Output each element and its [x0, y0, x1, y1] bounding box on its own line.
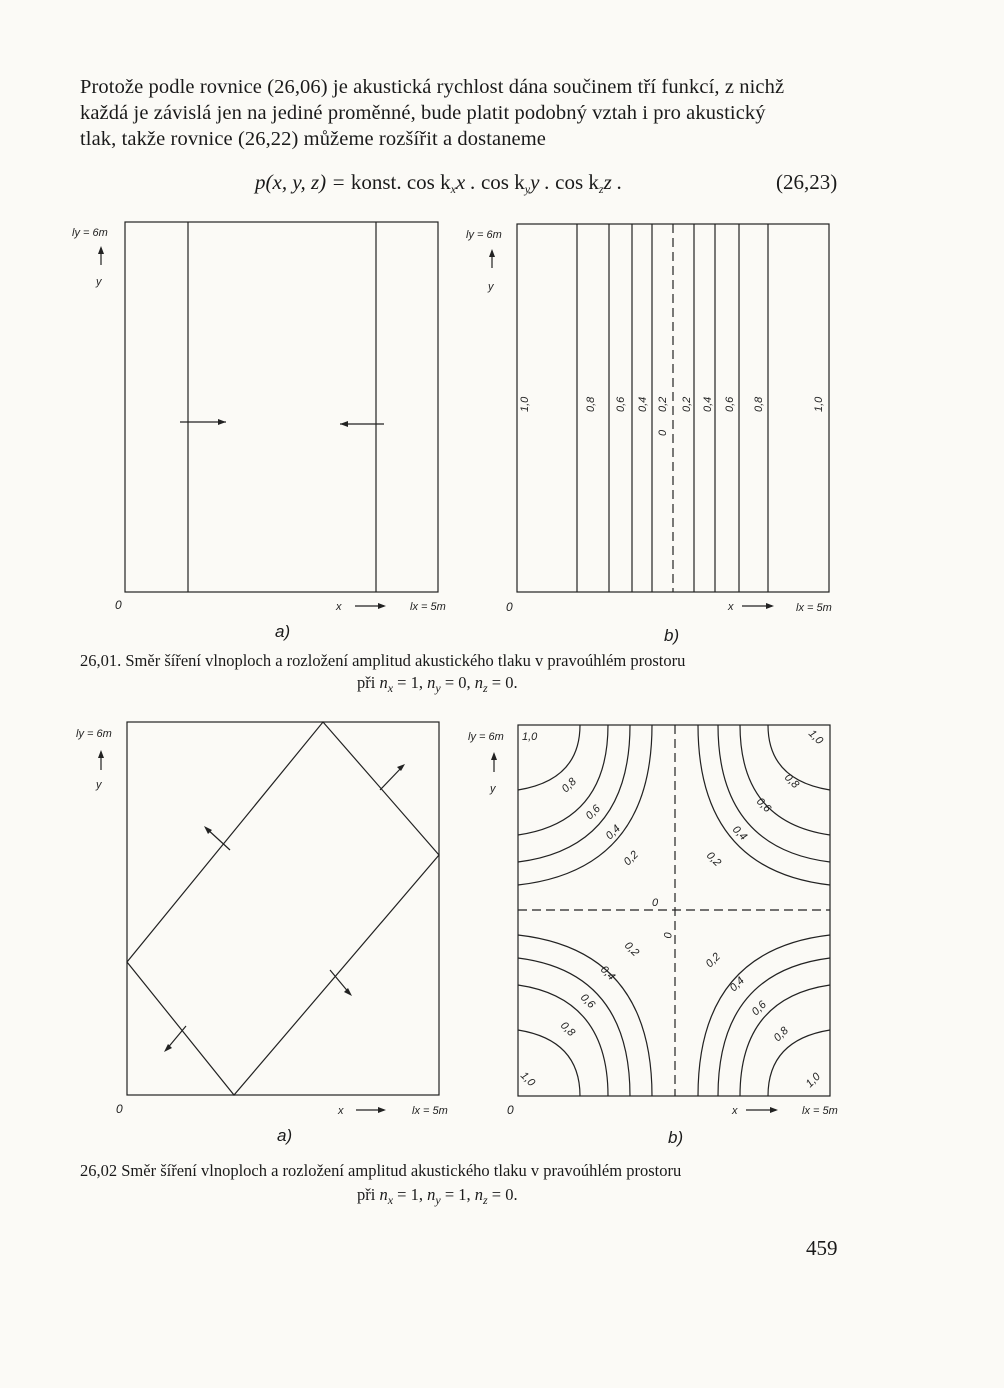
fig2b-contour-label: 0,2 [703, 950, 723, 971]
fig2a-sublabel: a) [277, 1126, 293, 1145]
fig2-caption-number: 26,02 [80, 1161, 118, 1180]
fig1b-y-arrowhead [489, 249, 495, 257]
equation-term: cos k [555, 170, 599, 194]
fig2b-contour-label: 0,6 [583, 802, 603, 823]
equation-term: cos k [406, 170, 451, 194]
fig2b-contour-label: 0,8 [771, 1024, 791, 1045]
fig1b-contour-label: 0,6 [615, 396, 627, 412]
fig2-caption-nx: = 1, [397, 1185, 423, 1204]
fig2-caption-line2: při $n_x = 1$, $n_y = 1$, $n_z = 0$. [357, 1185, 518, 1207]
fig1-caption-nz: = 0. [491, 673, 518, 692]
fig1-caption-line1 [80, 650, 840, 672]
fig2b-contour-label: 0,4 [597, 963, 618, 983]
fig2b-contour-label: 0,4 [603, 822, 623, 843]
fig1-caption-line2: při $n_x = 1$, $n_y = 0$, $n_z = 0$. [357, 673, 518, 695]
fig1b-diagram [489, 224, 829, 606]
fig2a-arrowhead [344, 988, 352, 996]
fig1a-origin-label: 0 [115, 598, 122, 612]
fig1a-lx-label: lx = 5m [410, 601, 446, 613]
fig2b-contour-label: 0,6 [749, 998, 769, 1019]
fig2b-y-label: y [490, 783, 496, 795]
paragraph-line: Protože podle rovnice (26,06) je akustická rychlost dána součinem tří funkcí, z nichž [80, 76, 785, 98]
fig2b-contour-label: 0,2 [621, 848, 641, 869]
fig1a-diagram [98, 222, 438, 606]
fig2a-lx-label: lx = 5m [412, 1105, 448, 1117]
fig1-caption-pri: při [357, 673, 376, 692]
equation-lhs: p(x, y, z) = [255, 170, 346, 194]
fig1b-lx-label: lx = 5m [796, 602, 832, 614]
fig1a-x-arrowhead [378, 603, 386, 609]
fig1b-contour-label: 0,4 [702, 396, 714, 412]
fig2b-contour-label: 1,0 [517, 1069, 538, 1089]
fig2b-contour-label: 1,0 [805, 727, 826, 747]
fig2-caption-pri: při [357, 1185, 376, 1204]
fig1a-x-label: x [336, 601, 342, 613]
equation-term: cos k [480, 170, 525, 194]
page-number: 459 [806, 1236, 838, 1260]
fig1a-y-label: y [96, 276, 102, 288]
fig2a-x-arrowhead [378, 1107, 386, 1113]
fig2-caption-line1 [80, 1160, 840, 1182]
fig2a-y-arrowhead [98, 750, 104, 758]
fig1b-y-label: y [488, 281, 494, 293]
fig1-caption-text: Směr šíření vlnoploch a rozložení amplitud akustického tlaku v pravoúhlém prostoru [125, 651, 686, 670]
fig2-caption-nz: = 0. [491, 1185, 518, 1204]
fig2b-contour-label: 0,8 [559, 775, 579, 796]
fig1b-x-arrowhead [766, 603, 774, 609]
fig2a-origin-label: 0 [116, 1102, 123, 1116]
fig1b-contour-label: 0,2 [681, 396, 693, 412]
fig2b-x-label: x [732, 1105, 738, 1117]
paragraph-line: každá je závislá jen na jediné proměnné, bude platit podobný vztah i pro akustický [80, 102, 766, 124]
fig2b-diagram [491, 725, 830, 1110]
fig2a-diagram [98, 722, 439, 1110]
equation-number: (26,23) [776, 170, 838, 194]
fig2b-contour-label: 0,6 [753, 795, 774, 815]
fig2b-contour-label: 0,2 [703, 849, 724, 869]
fig1a-sublabel: a) [275, 622, 291, 641]
fig1-caption-ny: = 0, [444, 673, 471, 692]
equation-term: z . [603, 170, 623, 194]
fig2b-lx-label: lx = 5m [802, 1105, 838, 1117]
fig1b-x-label: x [728, 601, 734, 613]
fig1b-contour-label: 0,8 [753, 396, 765, 412]
fig2a-y-label: y [96, 779, 102, 791]
fig1-caption-number: 26,01. [80, 651, 122, 670]
fig1b-origin-label: 0 [506, 600, 513, 614]
fig2b-contour-label: 0,4 [727, 974, 747, 995]
fig2b-ly-label: ly = 6m [468, 731, 504, 743]
fig1b-contour-label: 0,2 [657, 396, 669, 412]
fig2b-x-arrowhead [770, 1107, 778, 1113]
fig1b-contour-label: 0 [657, 429, 669, 436]
equation-subscript: z [598, 182, 604, 196]
fig1b-contour-label: 1,0 [519, 396, 531, 412]
equation-subscript: y [524, 182, 531, 196]
fig1-caption-nx: = 1, [397, 673, 423, 692]
equation-term: y . [530, 170, 556, 194]
fig1b-contour-label: 1,0 [813, 396, 825, 412]
equation-konst: konst. [350, 170, 402, 194]
fig2b-sublabel: b) [668, 1128, 684, 1147]
paragraph-line: tlak, takže rovnice (26,22) můžeme rozšířit a dostaneme [80, 128, 546, 150]
fig2b-contour-label: 1,0 [803, 1070, 823, 1091]
fig1a-ly-label: ly = 6m [72, 227, 108, 239]
fig2b-contour-label: 0,8 [781, 771, 802, 791]
fig1b-ly-label: ly = 6m [466, 229, 502, 241]
fig1a-arrowhead-right [218, 419, 226, 425]
fig2-caption-text: Směr šíření vlnoploch a rozložení amplitud akustického tlaku v pravoúhlém prostoru [121, 1161, 682, 1180]
fig2a-ly-label: ly = 6m [76, 728, 112, 740]
fig1a-room-outline [125, 222, 438, 592]
fig1b-contour-label: 0,8 [585, 396, 597, 412]
fig2b-contour [518, 725, 630, 862]
fig2b-contour-label: 0,4 [729, 823, 750, 843]
fig2b-contour-label: 0,6 [577, 991, 598, 1011]
fig2b-contour-label: 0 [652, 897, 659, 909]
fig2b-contour-label: 0,2 [621, 939, 642, 959]
fig1b-contour-label: 0,4 [637, 396, 649, 412]
fig2b-contour-label: 1,0 [522, 731, 538, 743]
fig1b-sublabel: b) [664, 626, 680, 645]
fig2b-y-arrowhead [491, 752, 497, 760]
fig2b-origin-label: 0 [507, 1103, 514, 1117]
fig2a-x-label: x [338, 1105, 344, 1117]
fig1b-contour-label: 0,6 [724, 396, 736, 412]
fig1a-y-arrowhead [98, 246, 104, 254]
fig2a-arrow [380, 766, 403, 790]
equation-subscript: x [450, 182, 456, 196]
fig2b-contour [518, 935, 652, 1096]
equation-term: x . [455, 170, 481, 194]
fig1a-arrowhead-left [340, 421, 348, 427]
fig2a-arrowhead [397, 764, 405, 771]
fig2b-contour-label: 0,8 [557, 1019, 578, 1039]
fig2b-contour-label: 0 [661, 932, 673, 939]
fig2a-arrowhead [164, 1044, 172, 1052]
fig2-caption-ny: = 1, [444, 1185, 471, 1204]
